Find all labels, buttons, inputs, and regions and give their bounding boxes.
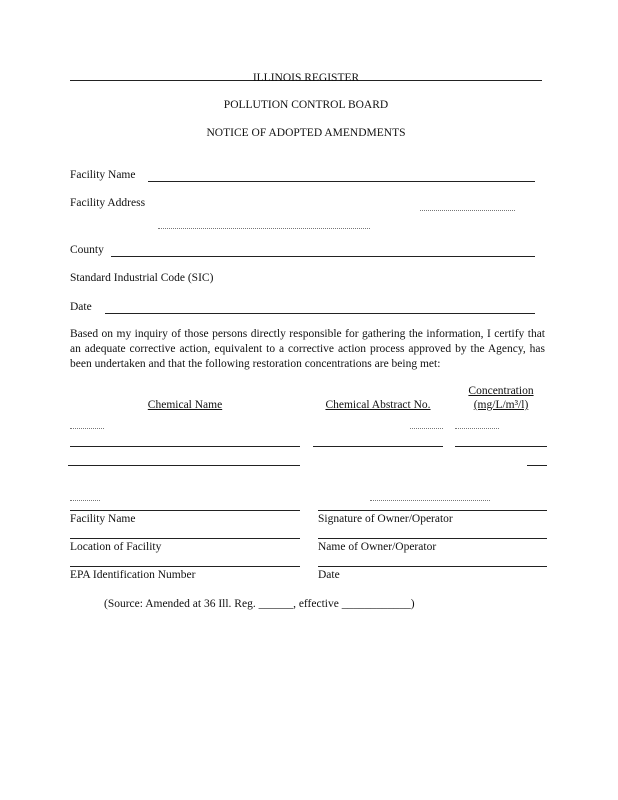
sig-date-label: Date <box>318 569 340 581</box>
sig-name-owner-label: Name of Owner/Operator <box>318 541 437 553</box>
date-label: Date <box>70 301 92 313</box>
facility-name-sig-line[interactable] <box>70 510 300 511</box>
table-row-2-conc[interactable] <box>455 446 547 447</box>
sic-label: Standard Industrial Code (SIC) <box>70 272 214 284</box>
county-field[interactable] <box>111 256 535 257</box>
sig-location-label: Location of Facility <box>70 541 162 553</box>
facility-address-field-1[interactable] <box>420 210 515 211</box>
column-concentration-line2: (mg/L/m³/l) <box>473 399 529 411</box>
location-line[interactable] <box>70 538 300 539</box>
board-title: POLLUTION CONTROL BOARD <box>223 99 389 111</box>
facility-name-field[interactable] <box>148 181 535 182</box>
facility-name-sig-line-a[interactable] <box>70 500 100 501</box>
table-row-1-chemical[interactable] <box>70 428 104 429</box>
epa-id-line[interactable] <box>70 566 300 567</box>
table-row-1-cas[interactable] <box>410 428 443 429</box>
sig-facility-name-label: Facility Name <box>70 513 136 525</box>
table-row-3-conc[interactable] <box>527 465 547 466</box>
sig-signature-owner-label: Signature of Owner/Operator <box>318 513 453 525</box>
column-cas-number: Chemical Abstract No. <box>325 399 431 411</box>
date-field[interactable] <box>105 313 535 314</box>
signature-line-a[interactable] <box>370 500 490 501</box>
source-note: (Source: Amended at 36 Ill. Reg. ______, effective ____________) <box>104 598 415 610</box>
sig-date-line[interactable] <box>318 566 547 567</box>
notice-title: NOTICE OF ADOPTED AMENDMENTS <box>206 127 406 139</box>
sig-epa-id-label: EPA Identification Number <box>70 569 196 581</box>
table-row-1-conc[interactable] <box>455 428 499 429</box>
name-owner-line[interactable] <box>318 538 547 539</box>
register-title: ILLINOIS REGISTER <box>252 72 360 84</box>
signature-owner-line[interactable] <box>318 510 547 511</box>
table-row-2-cas[interactable] <box>313 446 443 447</box>
column-concentration-line1: Concentration <box>468 385 534 397</box>
table-row-2-chemical[interactable] <box>70 446 300 447</box>
certification-text: Based on my inquiry of those persons directly responsible for gathering the information, I certify that an adequate corrective action, equivalent to a corrective action process approved by the Agency, has been undertaken and that the following restoration concentrations are being met: <box>70 328 545 370</box>
county-label: County <box>70 244 104 256</box>
facility-name-label: Facility Name <box>70 169 136 181</box>
facility-address-label: Facility Address <box>70 197 146 209</box>
column-chemical-name: Chemical Name <box>147 399 223 411</box>
facility-address-field-2[interactable] <box>158 228 370 229</box>
table-row-3-chemical[interactable] <box>68 465 300 466</box>
